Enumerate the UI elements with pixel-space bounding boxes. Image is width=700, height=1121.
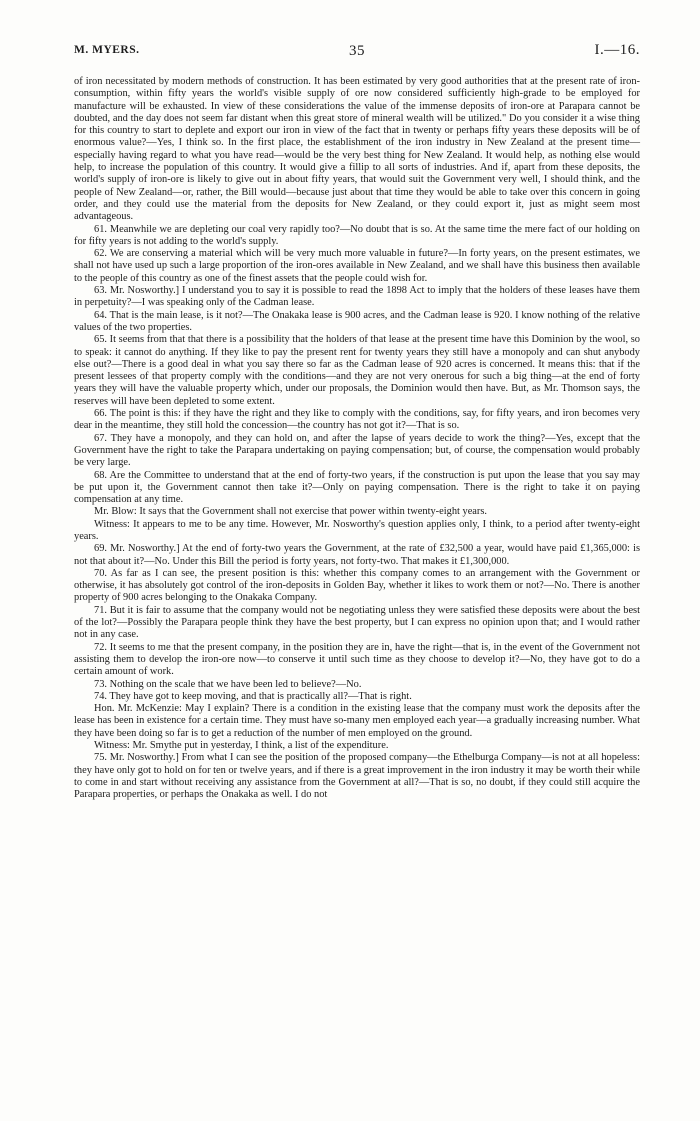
document-reference: I.—16. [594,42,640,58]
paragraph: Mr. Blow: It says that the Government shall not exercise that power within twenty-eight years. [94,506,488,518]
paragraph: 67. They have a monopoly, and they can hold on, and after the lapse of years decide to work the thing?—Yes, except that the Government have the right to take the Parapara undertaking on paying compensation; but, of course, the compensation would probably be very large. [74,432,640,469]
paragraph: 72. It seems to me that the present company, in the position they are in, have the right—that is, in the event of the Government not assisting them to develop the iron-ore now—to conserve it until such time as they choose to develop it?—No, they have got to do a certain amount of work. [74,641,640,678]
paragraph: 69. Mr. Nosworthy.] At the end of forty-two years the Government, at the rate of £32,500 a year, would have paid £1,365,000: is not that about it?—No. Under this Bill the period is forty years, not forty-two. That makes it £1,300,000. [74,543,640,567]
paragraph: 64. That is the main lease, is it not?—The Onakaka lease is 900 acres, and the Cadman lease is 920. I know nothing of the relative values of the two properties. [74,309,640,333]
paragraph: 70. As far as I can see, the present position is this: whether this company comes to an arrangement with the Government or otherwise, it has absolutely got control of the iron-deposits in Golden Bay, whether it likes to work them or not?—No. There is another property of 900 acres belonging to the Onakaka Company. [74,567,640,604]
paragraph: 68. Are the Committee to understand that at the end of forty-two years, if the construction is put upon the lease that you say may be put upon it, the Government cannot then take it?—Only on paying compensation. There is the right to take it on paying compensation at any time. [74,469,640,506]
paragraph: 71. But it is fair to assume that the company would not be negotiating unless they were satisfied these deposits were about the best of the lot?—Possibly the Parapara people think they have the best property, but I can express no opinion upon that; and I would rather not in any case. [74,604,640,641]
paragraph: 63. Mr. Nosworthy.] I understand you to say it is possible to read the 1898 Act to imply that the holders of these leases have them in perpetuity?—I was speaking only of the Cadman lease. [74,285,640,309]
paragraph: 73. Nothing on the scale that we have been led to believe?—No. [94,678,362,690]
paragraph: of iron necessitated by modern methods of construction. It has been estimated by very good authorities that at the present rate of iron-consumption, within fifty years the world's visible supply of ore now considered sufficiently high-grade to be employed for manufacture will be exhausted. In view of these considerations the value of the immense deposits of iron-ore at Parapara cannot be doubted, and the day does not seem far distant when this great store of mineral wealth will be utilized." Do you consider it a wise thing for this country to start to deplete and export our iron in view of the fact that in twenty or perhaps fifty years these deposits will be of enormous value?—Yes, I think so. In the first place, the establishment of the iron industry in New Zealand at the present time—especially having regard to what you have read—would be the very best thing for New Zealand. It would help, as nothing else would help, to increase the population of this country. It would give a fillip to all sorts of industries. And if, apart from these deposits, the world's supply of iron-ore is likely to give out in about fifty years, that would suit the Government very well, I should think, and the people of New Zealand—or, rather, the Bill would—because just about that time they would be able to take over this concern in going order, and they could use the material from the deposits for New Zealand, or they could export it, just as might seem most advantageous. [74,76,640,223]
paragraph: Witness: It appears to me to be any time. However, Mr. Nosworthy's question applies only, I think, to a period after twenty-eight years. [74,518,640,542]
paragraph: 74. They have got to keep moving, and that is practically all?—That is right. [94,690,412,702]
paragraph: Witness: Mr. Smythe put in yesterday, I think, a list of the expenditure. [94,740,389,752]
paragraph: 62. We are conserving a material which will be very much more valuable in future?—In forty years, on the present estimates, we shall not have used up such a large proportion of the iron-ores available in New Zealand, and we shall have this business then available to the people of this country as one of the finest assets that the people could wish for. [74,248,640,284]
paragraph: Hon. Mr. McKenzie: May I explain? There is a condition in the existing lease that the company must work the deposits after the lease has been in existence for a certain time. They must have so-many men employed each year—a gradually increasing number. What they have been doing so far is to get a reduction of the number of men employed on the ground. [74,703,640,739]
paragraph: 66. The point is this: if they have the right and they like to comply with the conditions, say, for fifty years, and iron becomes very dear in the meantime, they still hold the concession—the country has not got it?—That is so. [74,408,640,432]
running-header [74,44,640,64]
paragraph: 75. Mr. Nosworthy.] From what I can see the position of the proposed company—the Ethelburga Company—is not at all hopeless: they have only got to hold on for ten or twelve years, and if there is a great improvement in the iron industry it may be worth their while to come in and start without receiving any assistance from the Government at all?—That is so, no doubt, if they could still acquire the Parapara properties, or perhaps the Onakaka as well. I do not [74,752,640,801]
document-body [74,76,640,802]
page-number: 35 [349,43,365,59]
paragraph: 61. Meanwhile we are depleting our coal very rapidly too?—No doubt that is so. At the same time the mere fact of our holding on for fifty years is not adding to the world's supply. [74,223,640,247]
witness-name: M. MYERS. [74,44,140,56]
paragraph: 65. It seems from that that there is a possibility that the holders of that lease at the present time have this Dominion by the wool, so to speak: it cannot do anything. If they like to pay the present rent for twenty years they still have a monopoly and can shut anybody else out?—There is a good deal in what you say there so far as the Cadman lease of 920 acres is concerned. It means this: that if the present lessees of that property comply with the conditions—and they are not very onerous for such a big thing—at the end of forty years they will have the valuable property which, under our proposals, the Dominion would then have. But, as Mr. Thomson says, the reserves will have been depleted to some extent. [74,334,640,407]
